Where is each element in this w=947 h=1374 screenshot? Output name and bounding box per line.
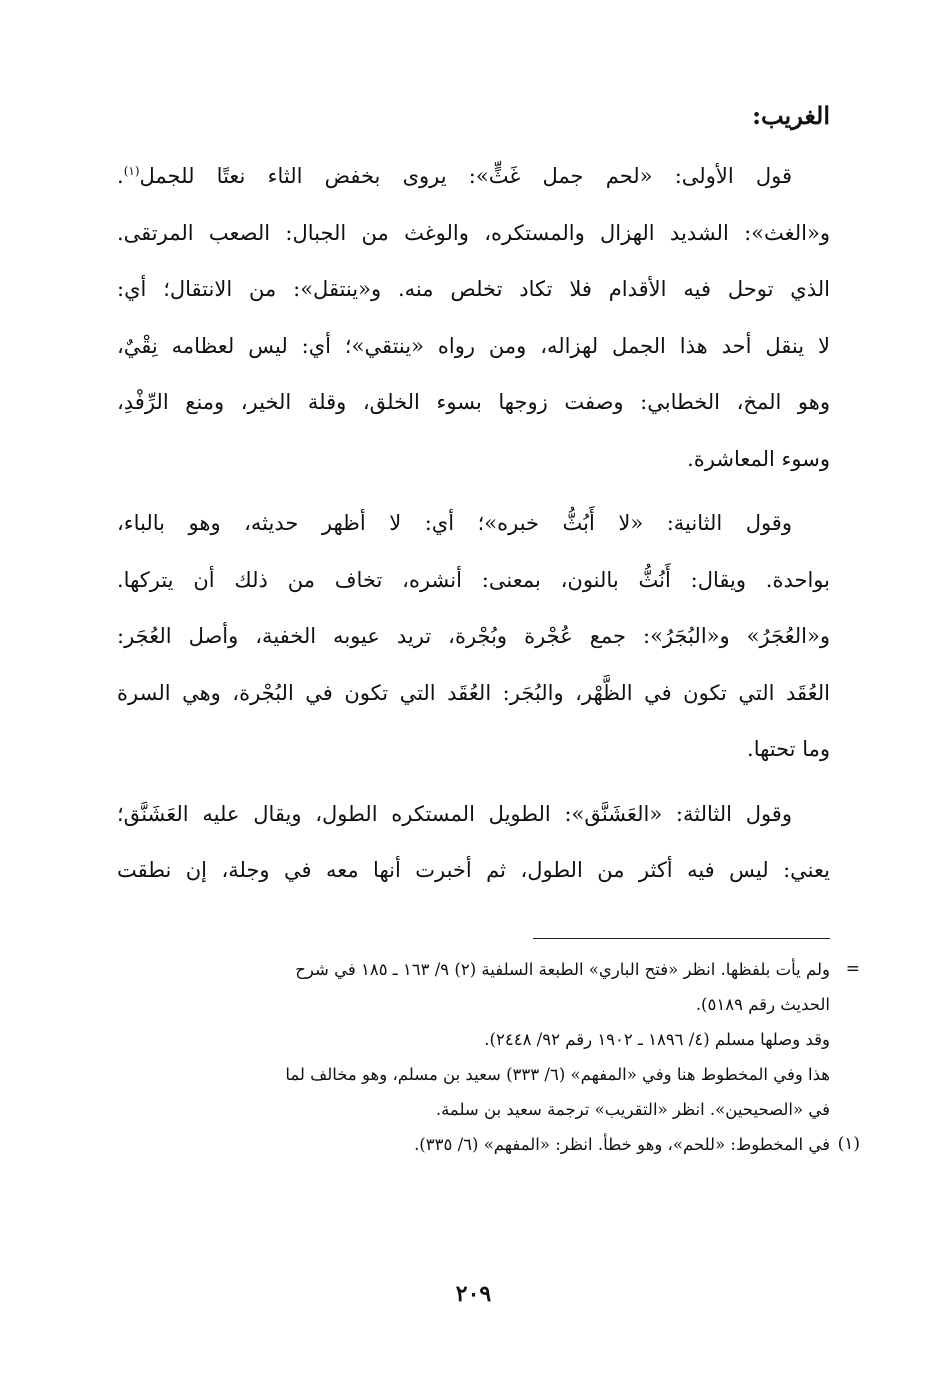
footnote-line: في «الصحيحين». انظر «التقريب» ترجمة سعيد بن سلمة.	[435, 1100, 830, 1119]
paragraph-first-wife	[117, 148, 830, 487]
text-line: وما تحتها.	[747, 737, 830, 761]
footnote-line: الحديث رقم ٥١٨٩).	[695, 995, 830, 1014]
text-line: و«العُجَرُ» و«البُجَرُ»: جمع عُجْرة وبُجْرة، تريد عيوبه الخفية، وأصل العُجَر:	[117, 624, 830, 648]
footnote-continued	[117, 952, 860, 1127]
text-line: و«الغث»: الشديد الهزال والمستكره، والوغث من الجبال: الصعب المرتقى.	[117, 220, 830, 245]
footnote-1	[117, 1127, 860, 1162]
main-text	[117, 96, 830, 907]
text-line: وسوء المعاشرة.	[687, 446, 830, 471]
footnote-line: وقد وصلها مسلم (٤/ ١٨٩٦ ـ ١٩٠٢ رقم ٩٢/ ٢٤٤٨).	[484, 1030, 830, 1049]
text-line: قول الأولى: «لحم جمل غَثٍّ»: يروى بخفض الثاء نعتًا للجمل$^{(١)}$.	[117, 164, 792, 188]
footnote-line: هذا وفي المخطوط هنا وفي «المفهم» (٦/ ٣٣٣) سعيد بن مسلم، وهو مخالف لما	[285, 1065, 830, 1084]
paragraph-second-wife	[117, 495, 830, 778]
text-line: وهو المخ، الخطابي: وصفت زوجها بسوء الخلق، وقلة الخير، ومنع الرِّفْدِ،	[117, 390, 830, 414]
footnote-line: ولم يأت بلفظها. انظر «فتح الباري» الطبعة السلفية (٢) ٩/ ١٦٣ ـ ١٨٥ في شرح	[295, 960, 830, 979]
text-line: وقول الثانية: «لا أَبُثُّ خبره»؛ أي: لا أظهر حديثه، وهو بالباء،	[117, 511, 792, 535]
text-line: وقول الثالثة: «العَشَنَّق»: الطويل المستكره الطول، ويقال عليه العَشَنَّق؛	[117, 801, 792, 826]
text-line: العُقَد التي تكون في الظَّهْر، والبُجَر: العُقَد التي تكون في البُجْرة، وهي السرة	[117, 680, 830, 705]
text-line: بواحدة. ويقال: أَنُثُّ بالنون، بمعنى: أنشره، تخاف من ذلك أن يتركها.	[117, 567, 830, 592]
text-line: الذي توحل فيه الأقدام فلا تكاد تخلص منه. و«ينتقل»: من الانتقال؛ أي:	[117, 277, 830, 301]
text-line: يعني: ليس فيه أكثر من الطول، ثم أخبرت أنها معه في وجلة، إن نطقت	[117, 858, 830, 882]
footnotes	[117, 952, 860, 1162]
footnote-separator	[533, 938, 830, 939]
continuation-mark: =	[845, 959, 860, 979]
footnote-line: في المخطوط: «للحم»، وهو خطأ. انظر: «المفهم» (٦/ ٣٣٥).	[414, 1135, 830, 1154]
page-number: ٢٠٩	[455, 1281, 492, 1307]
footnote-number: (١)	[837, 1134, 860, 1154]
section-heading: الغريب:	[752, 101, 830, 130]
text-line: لا ينقل أحد هذا الجمل لهزاله، ومن رواه «ينتقي»؛ أي: ليس لعظامه نِقْيٌ،	[117, 333, 830, 358]
paragraph-third-wife	[117, 786, 830, 899]
footnote-marker[interactable]: (١)	[123, 164, 140, 178]
